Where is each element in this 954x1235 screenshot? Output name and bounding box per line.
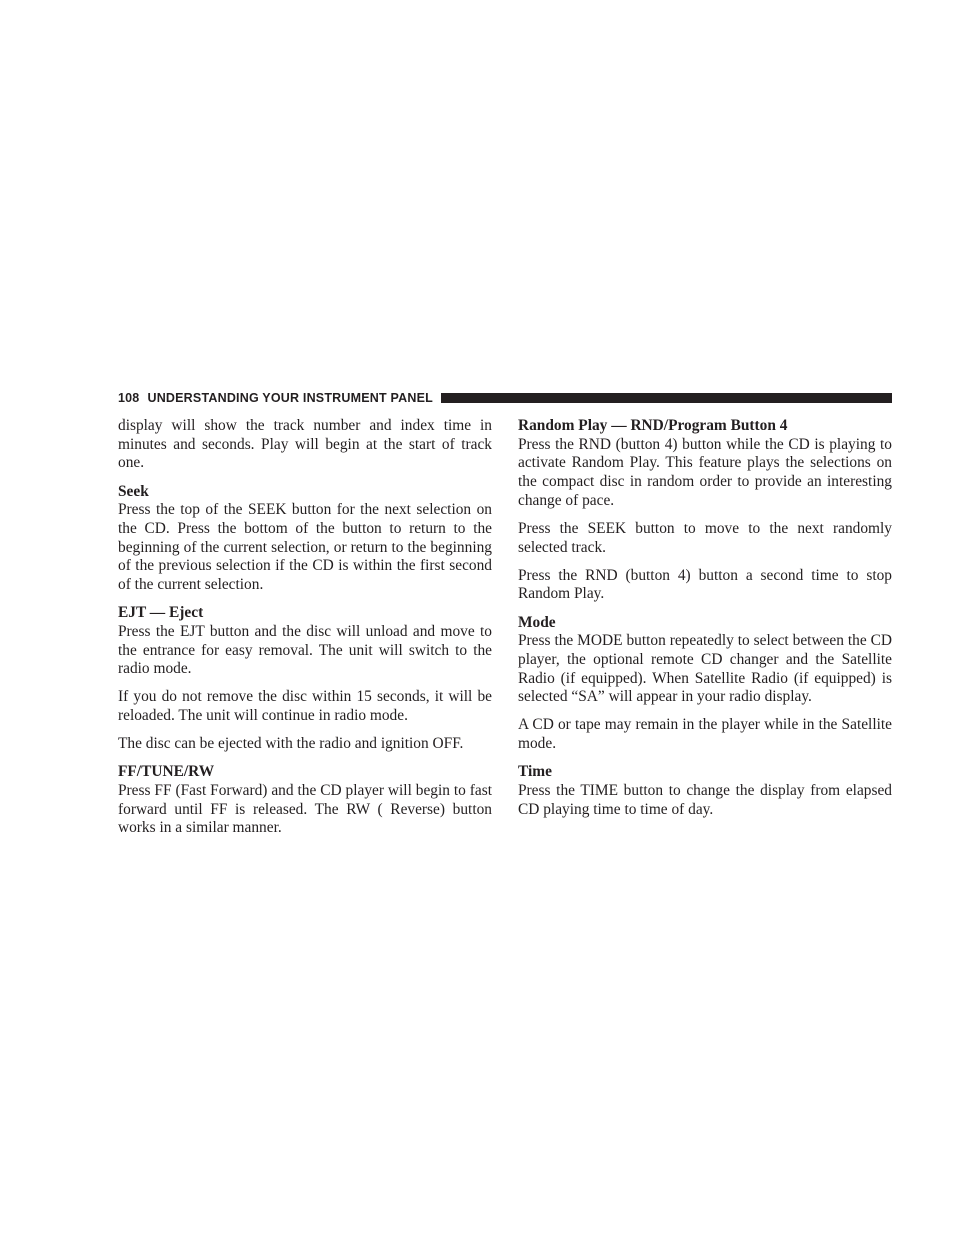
mode-paragraph-2: A CD or tape may remain in the player while in the Satellite mode. [518, 716, 892, 753]
eject-paragraph-3: The disc can be ejected with the radio and ignition OFF. [118, 735, 464, 753]
section-title: UNDERSTANDING YOUR INSTRUMENT PANEL [147, 391, 433, 405]
seek-paragraph: Press the top of the SEEK button for the next selection on the CD. Press the bottom of the button to return to the beginning of the current selection, or return to the beginning of the previous selection if the CD is within the first second of the current selection. [118, 501, 492, 594]
ff-tune-rw-paragraph: Press FF (Fast Forward) and the CD player will begin to fast forward until FF is released. The RW ( Reverse) button works in a similar manner. [118, 781, 492, 837]
mode-heading: Mode [518, 613, 556, 631]
random-play-paragraph-1: Press the RND (button 4) button while the CD is playing to activate Random Play. This feature plays the selections on the compact disc in random order to provide an interesting change of pace. [518, 435, 892, 509]
time-paragraph: Press the TIME button to change the display from elapsed CD playing time to time of day. [518, 781, 892, 818]
left-column [118, 417, 492, 847]
time-heading: Time [518, 763, 552, 781]
right-column [518, 417, 892, 829]
page-number: 108 [118, 391, 140, 405]
random-play-paragraph-2: Press the SEEK button to move to the next randomly selected track. [518, 519, 892, 556]
eject-paragraph-1: Press the EJT button and the disc will unload and move to the entrance for easy removal. The unit will switch to the radio mode. [118, 622, 492, 678]
intro-paragraph: display will show the track number and index time in minutes and seconds. Play will begin at the start of track one. [118, 417, 492, 472]
ff-tune-rw-heading: FF/TUNE/RW [118, 763, 215, 781]
random-play-paragraph-3: Press the RND (button 4) button a second time to stop Random Play. [518, 566, 892, 603]
header-rule-bar [441, 393, 892, 403]
eject-heading: EJT — Eject [118, 604, 204, 622]
mode-paragraph-1: Press the MODE button repeatedly to select between the CD player, the optional remote CD changer and the Satellite Radio (if equipped). When Satellite Radio (if equipped) is selected “SA” will appear in your radio display. [518, 632, 892, 706]
seek-heading: Seek [118, 482, 149, 500]
eject-paragraph-2: If you do not remove the disc within 15 seconds, it will be reloaded. The unit will continue in radio mode. [118, 688, 492, 725]
random-play-heading: Random Play — RND/Program Button 4 [518, 417, 788, 434]
page-header [118, 389, 892, 407]
